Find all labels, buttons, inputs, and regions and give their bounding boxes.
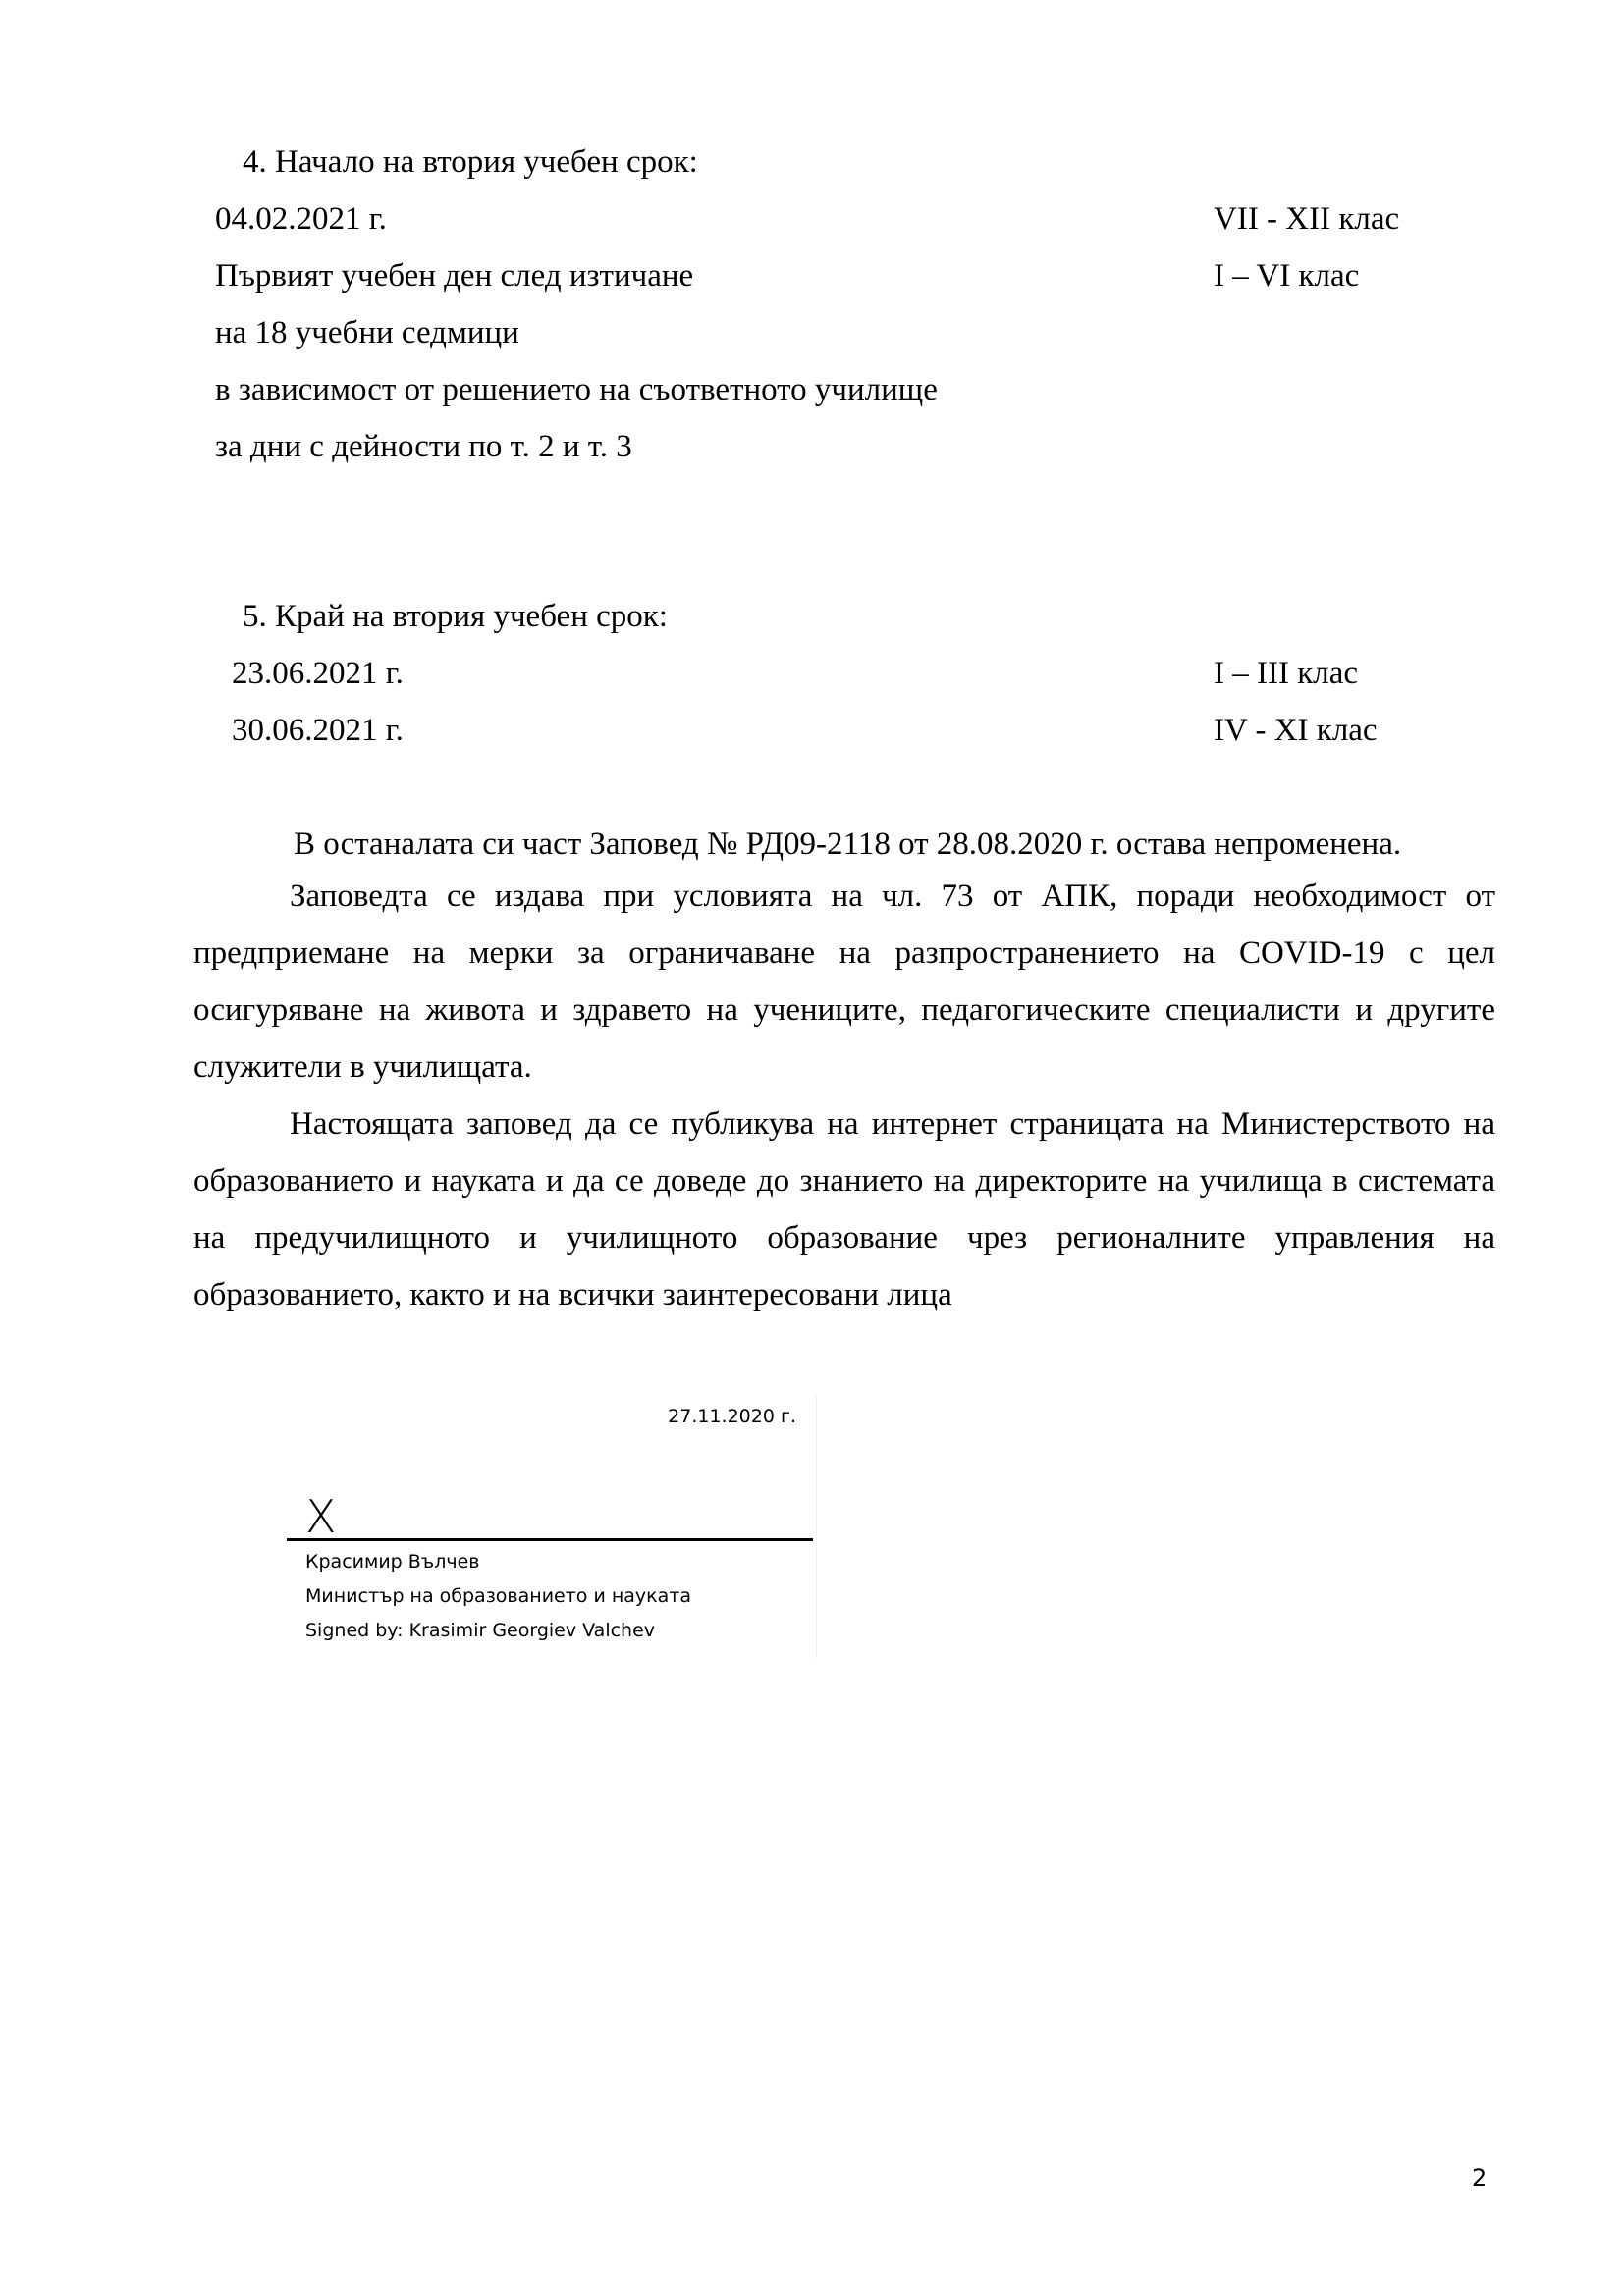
section-4-grades: VII - XII клас [1214,201,1400,237]
section-4-condition-line: на 18 учебни седмици [215,315,519,350]
section-4-grades-2: I – VI клас [1214,258,1360,294]
signature-mark: X [305,1490,337,1543]
section-5-grades-2: IV - XI клас [1214,713,1378,748]
page-number: 2 [1472,2164,1488,2192]
section-4-condition: Първият учебен ден след изтичане [215,258,694,294]
signer-title: Министър на образованието и науката [305,1585,691,1607]
signer-name: Красимир Вълчев [305,1551,480,1573]
paragraph-publication: Настоящата заповед да се публикува на интернет страницата на Министерството на образованието и науката и да се доведе до знанието на директорите на училища в системата на предучилищното и училищното образование чрез регионалните управления на образованието, както и на всички заинтересовани лица [193,1106,1495,1312]
signature-date: 27.11.2020 г. [668,1406,796,1427]
section-4-condition-line: в зависимост от решението на съответното училище [215,372,938,407]
paragraph-legal-basis: Заповедта се издава при условията на чл. 73 от АПК, поради необходимост от предприемане на мерки за ограничаване на разпространението на COVID-19 с цел осигуряване на живота и здравето на учениците, педагогическите специалисти и другите служители в училищата. [193,879,1495,1085]
section-5-heading: 5. Край на втория учебен срок: [243,599,668,634]
signed-by: Signed by: Krasimir Georgiev Valchev [305,1620,656,1641]
section-5-date-2: 30.06.2021 г. [232,713,404,748]
section-4-heading: 4. Начало на втория учебен срок: [243,144,698,180]
section-5-date: 23.06.2021 г. [232,656,404,691]
section-5-grades: I – III клас [1214,656,1359,691]
paragraph-unchanged: В останалата си част Заповед № РД09-2118 от 28.08.2020 г. остава непроменена. [294,827,1402,862]
section-4-condition-line: за дни с дейности по т. 2 и т. 3 [215,429,632,464]
section-4-date: 04.02.2021 г. [215,201,387,237]
signature-line [287,1538,813,1541]
signature-block [284,1394,817,1659]
